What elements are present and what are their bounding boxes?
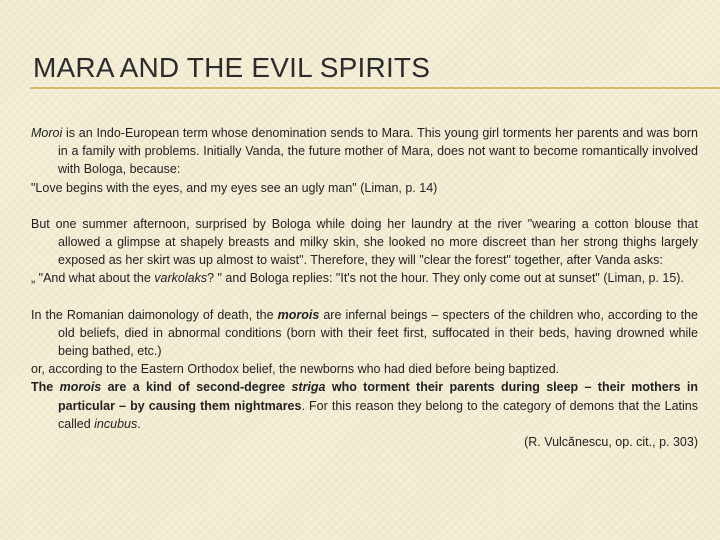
slide-body <box>31 124 698 451</box>
paragraph-varkolaks: „ "And what about the varkolaks? " and Bologa replies: "It's not the hour. They only come out at sunset" (Liman, p. 15). <box>31 271 684 286</box>
slide-title: MARA AND THE EVIL SPIRITS <box>33 52 431 83</box>
paragraph-striga: The morois are a kind of second-degree striga who torment their parents during sleep – their mothers in particular – by causing them nightmares. For this reason they belong to the category of demons that the Latins called incubus. <box>31 380 698 431</box>
term-striga: striga <box>291 380 326 395</box>
paragraph-daimonology: In the Romanian daimonology of death, the morois are infernal beings – specters of the children who, according to the old beliefs, died in abnormal conditions (born with their feet first, suffocated in their beds, having drowned while being bathed, etc.) <box>31 307 698 359</box>
title-underline <box>30 87 720 89</box>
term-varkolaks: varkolaks <box>154 271 208 286</box>
quote-liman-14: "Love begins with the eyes, and my eyes see an ugly man" (Liman, p. 14) <box>31 180 438 195</box>
citation-vulcanescu: (R. Vulcănescu, op. cit., p. 303) <box>524 435 698 450</box>
term-moroi: Moroi <box>31 126 63 140</box>
paragraph-moroi <box>31 124 698 179</box>
term-morois: morois <box>277 307 320 322</box>
term-morois-2: morois <box>59 380 102 395</box>
paragraph-orthodox: or, according to the Eastern Orthodox belief, the newborns who had died before being baptized. <box>31 362 560 377</box>
paragraph-moroi-text: is an Indo-European term whose denomination sends to Mara. This young girl torments her parents and was born in a family with problems. Initially Vanda, the future mother of Mara, does not want to become romantically involved with Bologa, because: <box>58 126 698 177</box>
term-incubus: incubus <box>94 416 138 431</box>
paragraph-afternoon: But one summer afternoon, surprised by Bologa while doing her laundry at the river "wearing a cotton blouse that allowed a glimpse at shapely breasts and milky skin, she looked no more discreet than her strong thighs largely exposed as her skirt was up almost to waist". Therefore, they will "clear the forest" together, after Vanda asks: <box>31 216 698 268</box>
